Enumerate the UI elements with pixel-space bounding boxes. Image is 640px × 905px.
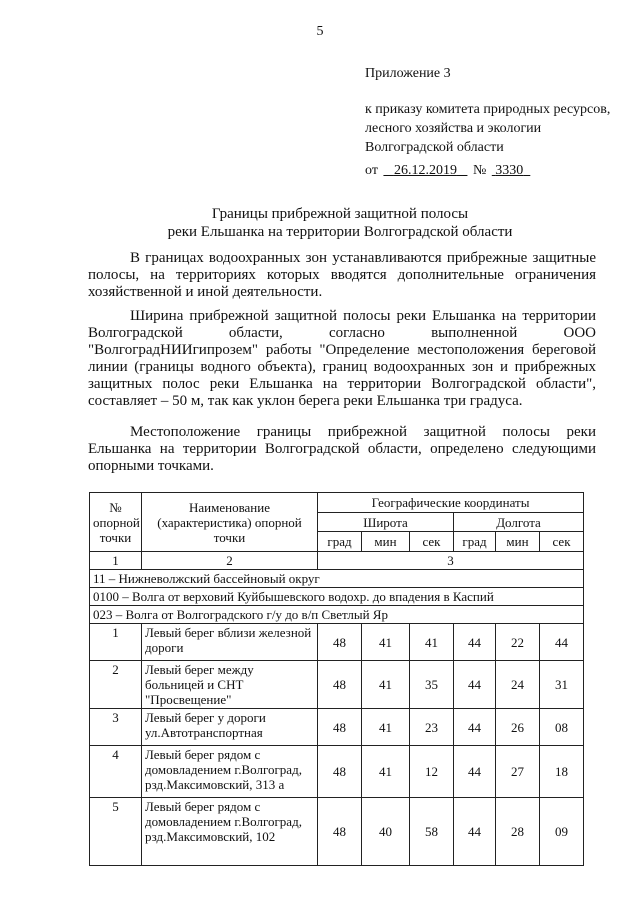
table-row bbox=[90, 709, 584, 746]
header-lon-min: мин bbox=[496, 532, 540, 552]
basin-district-row: 11 – Нижневолжский бассейновый округ bbox=[90, 570, 584, 588]
header-latitude: Широта bbox=[318, 513, 454, 532]
header-point-name: Наименование (характеристика) опорной точки bbox=[142, 493, 318, 552]
paragraph-1: В границах водоохранных зон устанавливаются прибрежные защитные полосы, на территориях которых вводятся дополнительные ограничения хозяйственной и иной деятельности. bbox=[88, 250, 596, 300]
lat-deg: 48 bbox=[318, 798, 362, 866]
lat-min: 41 bbox=[362, 624, 410, 661]
water-section-row: 023 – Волга от Волгоградского г/у до в/п Светлый Яр bbox=[90, 606, 584, 624]
lat-sec: 12 bbox=[410, 746, 454, 798]
column-number-1: 1 bbox=[90, 552, 142, 570]
order-number: 3330 bbox=[495, 163, 524, 178]
point-description: Левый берег рядом с домовладением г.Волгоград, рзд.Максимовский, 102 bbox=[142, 798, 318, 866]
lon-deg: 44 bbox=[454, 746, 496, 798]
lat-deg: 48 bbox=[318, 746, 362, 798]
lat-deg: 48 bbox=[318, 624, 362, 661]
column-number-3: 3 bbox=[318, 552, 584, 570]
lat-sec: 35 bbox=[410, 661, 454, 709]
point-number: 3 bbox=[90, 709, 142, 746]
paragraph-2: Ширина прибрежной защитной полосы реки Ельшанка на территории Волгоградской области, согласно выполненной ООО "ВолгоградНИИгипрозем" работы "Определение местоположения береговой линии (границы водного объекта), границ водоохранных зон и прибрежных защитных полос реки Ельшанка на территории Волгоградской области", составляет – 50 м, так как уклон берега реки Ельшанка три градуса. bbox=[88, 308, 596, 409]
table-row bbox=[90, 661, 584, 709]
header-lon-deg: град bbox=[454, 532, 496, 552]
coordinates-table bbox=[89, 492, 584, 866]
header-lat-min: мин bbox=[362, 532, 410, 552]
point-number: 4 bbox=[90, 746, 142, 798]
header-geo-coordinates: Географические координаты bbox=[318, 493, 584, 513]
table-row bbox=[90, 624, 584, 661]
document-title bbox=[80, 205, 600, 241]
order-number-label: № bbox=[472, 163, 487, 178]
lat-deg: 48 bbox=[318, 661, 362, 709]
lon-sec: 09 bbox=[540, 798, 584, 866]
header-lat-sec: сек bbox=[410, 532, 454, 552]
table-row bbox=[90, 798, 584, 866]
lat-min: 40 bbox=[362, 798, 410, 866]
lon-sec: 08 bbox=[540, 709, 584, 746]
paragraph-3: Местоположение границы прибрежной защитной полосы реки Ельшанка на территории Волгоградской области, определено следующими опорными точками. bbox=[88, 424, 596, 474]
point-description: Левый берег рядом с домовладением г.Волгоград, рзд.Максимовский, 313 а bbox=[142, 746, 318, 798]
lat-sec: 23 bbox=[410, 709, 454, 746]
header-lat-deg: град bbox=[318, 532, 362, 552]
basin-row: 0100 – Волга от верховий Куйбышевского водохр. до впадения в Каспий bbox=[90, 588, 584, 606]
order-from-label: от bbox=[365, 163, 378, 178]
lon-deg: 44 bbox=[454, 624, 496, 661]
point-number: 5 bbox=[90, 798, 142, 866]
lon-min: 26 bbox=[496, 709, 540, 746]
title-line-2: реки Ельшанка на территории Волгоградской области bbox=[167, 224, 513, 240]
title-line-1: Границы прибрежной защитной полосы bbox=[211, 206, 469, 222]
lon-sec: 44 bbox=[540, 624, 584, 661]
point-description: Левый берег у дороги ул.Автотранспортная bbox=[142, 709, 318, 746]
page-number: 5 bbox=[316, 24, 324, 39]
column-number-2: 2 bbox=[142, 552, 318, 570]
order-date: 26.12.2019 bbox=[393, 163, 457, 178]
order-line bbox=[365, 161, 625, 180]
lon-deg: 44 bbox=[454, 798, 496, 866]
lon-deg: 44 bbox=[454, 661, 496, 709]
lon-sec: 31 bbox=[540, 661, 584, 709]
table-row bbox=[90, 746, 584, 798]
lon-min: 27 bbox=[496, 746, 540, 798]
lat-min: 41 bbox=[362, 661, 410, 709]
lon-min: 22 bbox=[496, 624, 540, 661]
lat-min: 41 bbox=[362, 709, 410, 746]
point-number: 1 bbox=[90, 624, 142, 661]
lat-sec: 41 bbox=[410, 624, 454, 661]
point-description: Левый берег между больницей и СНТ "Просвещение" bbox=[142, 661, 318, 709]
lat-sec: 58 bbox=[410, 798, 454, 866]
header-longitude: Долгота bbox=[454, 513, 584, 532]
lon-sec: 18 bbox=[540, 746, 584, 798]
appendix-title: Приложение 3 bbox=[365, 66, 451, 81]
point-number: 2 bbox=[90, 661, 142, 709]
appendix-reference: к приказу комитета природных ресурсов, лесного хозяйства и экологии Волгоградской области bbox=[365, 102, 611, 155]
header-lon-sec: сек bbox=[540, 532, 584, 552]
lon-min: 28 bbox=[496, 798, 540, 866]
point-description: Левый берег вблизи железной дороги bbox=[142, 624, 318, 661]
lon-deg: 44 bbox=[454, 709, 496, 746]
lat-deg: 48 bbox=[318, 709, 362, 746]
lon-min: 24 bbox=[496, 661, 540, 709]
header-point-number: № опорной точки bbox=[90, 493, 142, 552]
lat-min: 41 bbox=[362, 746, 410, 798]
